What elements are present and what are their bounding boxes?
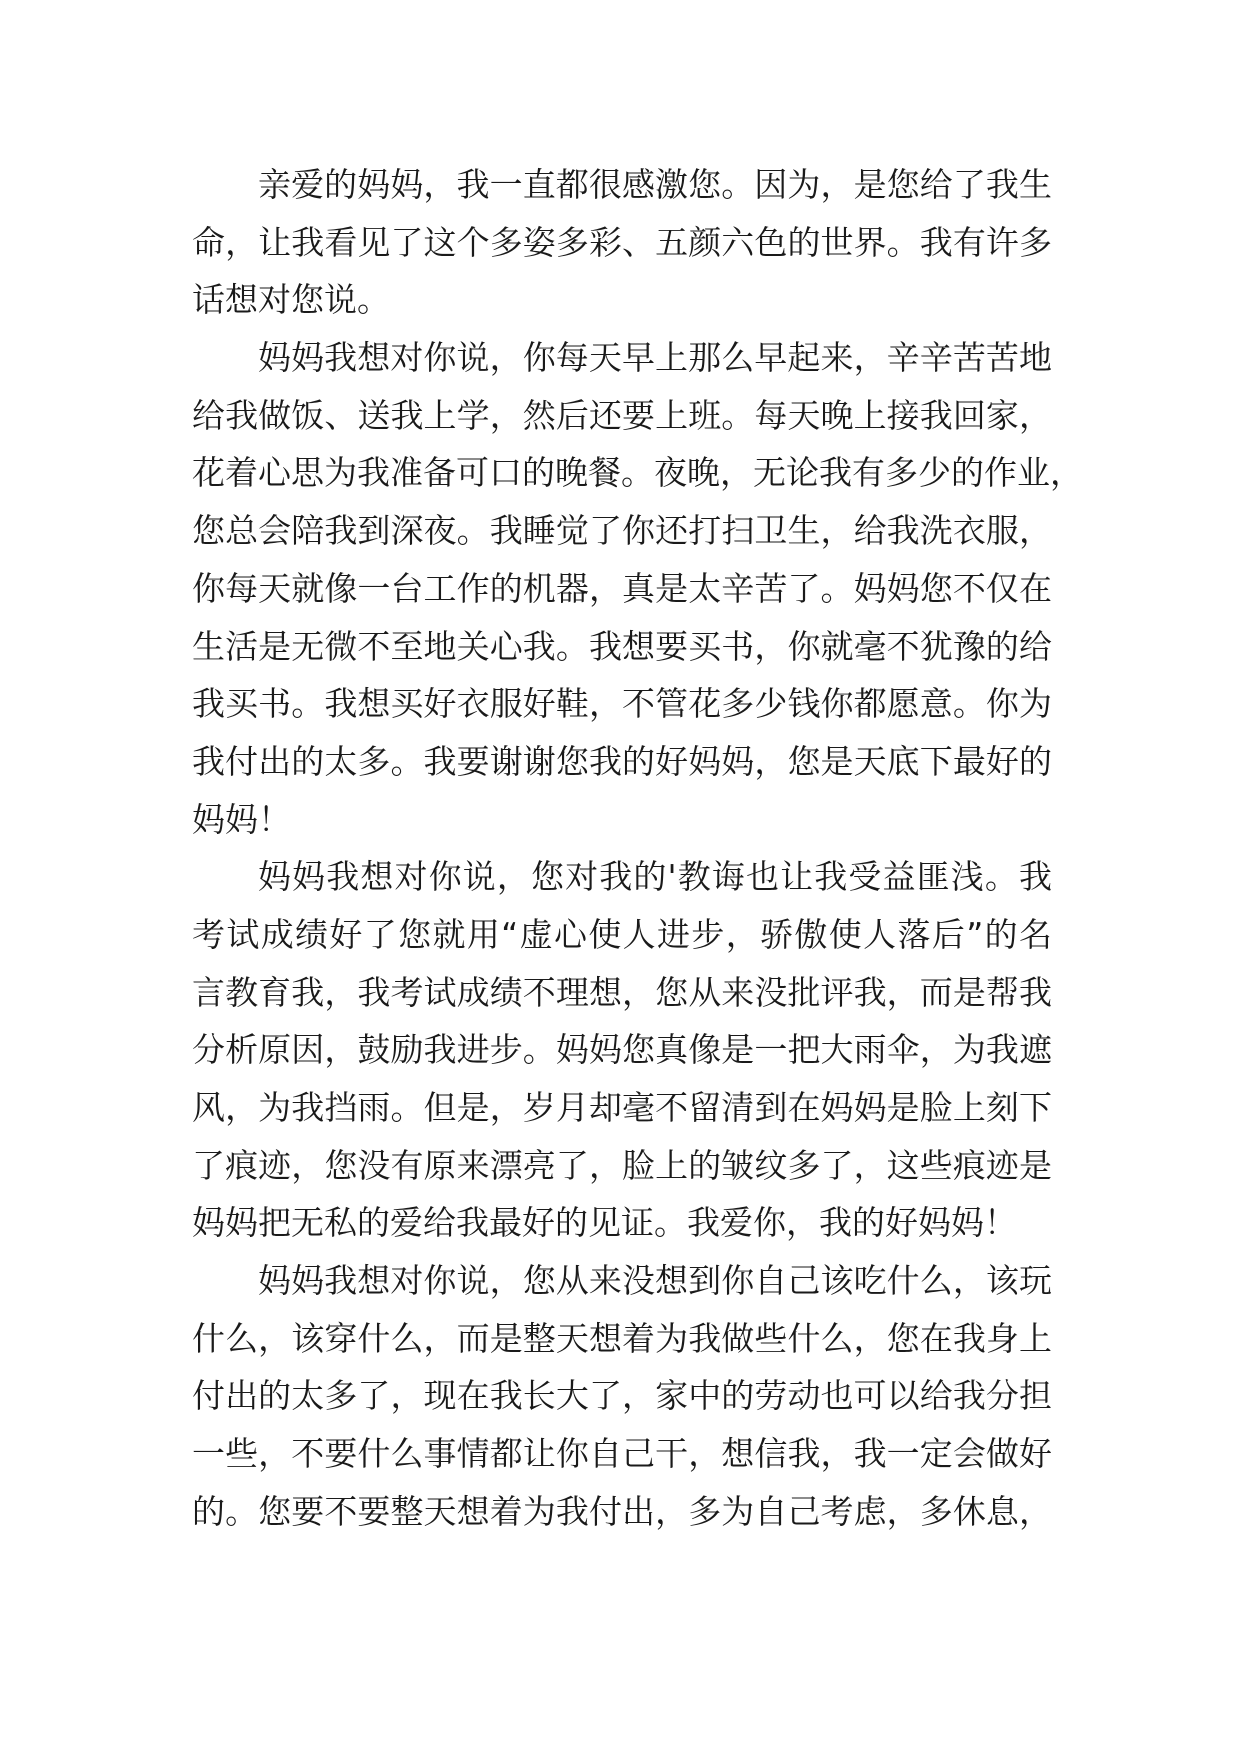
text-line: 分析原因，鼓励我进步。妈妈您真像是一把大雨伞，为我遮 bbox=[192, 1030, 1052, 1070]
text-line: 了痕迹，您没有原来漂亮了，脸上的皱纹多了，这些痕迹是 bbox=[192, 1145, 1052, 1185]
text-line: 您总会陪我到深夜。我睡觉了你还打扫卫生，给我洗衣服， bbox=[192, 511, 1052, 551]
text-line: 花着心思为我准备可口的晚餐。夜晚，无论我有多少的作业， bbox=[192, 453, 1083, 493]
text-line: 言教育我，我考试成绩不理想，您从来没批评我，而是帮我 bbox=[192, 972, 1052, 1012]
text-line: 生活是无微不至地关心我。我想要买书，你就毫不犹豫的给 bbox=[192, 626, 1052, 666]
text-line: 风，为我挡雨。但是，岁月却毫不留清到在妈妈是脸上刻下 bbox=[192, 1088, 1052, 1127]
text-line: 什么，该穿什么，而是整天想着为我做些什么，您在我身上 bbox=[192, 1318, 1052, 1358]
paragraph-3 bbox=[192, 848, 1052, 1252]
text-line: 考试成绩好了您就用“虚心使人进步，骄傲使人落后”的名 bbox=[192, 914, 1052, 954]
text-line: 给我做饭、送我上学，然后还要上班。每天晚上接我回家， bbox=[192, 395, 1052, 435]
text-line: 妈妈我想对你说，您从来没想到你自己该吃什么，该玩 bbox=[258, 1261, 1052, 1301]
text-line: 妈妈！ bbox=[192, 799, 291, 839]
text-line: 亲爱的妈妈，我一直都很感激您。因为，是您给了我生 bbox=[258, 165, 1052, 204]
text-line: 话想对您说。 bbox=[192, 280, 390, 320]
text-line: 妈妈我想对你说，您对我的'教诲也让我受益匪浅。我 bbox=[258, 857, 1052, 897]
text-line: 付出的太多了，现在我长大了，家中的劳动也可以给我分担 bbox=[192, 1376, 1052, 1416]
text-line: 我付出的太多。我要谢谢您我的好妈妈，您是天底下最好的 bbox=[192, 741, 1052, 781]
document-body bbox=[192, 156, 1083, 1541]
text-line: 你每天就像一台工作的机器，真是太辛苦了。妈妈您不仅在 bbox=[192, 568, 1052, 608]
text-line: 一些，不要什么事情都让你自己干，想信我，我一定会做好 bbox=[192, 1434, 1052, 1474]
paragraph-1 bbox=[192, 156, 1052, 329]
text-line: 的。您要不要整天想着为我付出，多为自己考虑，多休息， bbox=[192, 1491, 1052, 1531]
text-line: 妈妈我想对你说，你每天早上那么早起来，辛辛苦苦地 bbox=[258, 338, 1052, 378]
text-line: 妈妈把无私的爱给我最好的见证。我爱你，我的好妈妈！ bbox=[192, 1203, 1017, 1243]
text-line: 我买书。我想买好衣服好鞋，不管花多少钱你都愿意。你为 bbox=[192, 684, 1052, 724]
text-line: 命，让我看见了这个多姿多彩、五颜六色的世界。我有许多 bbox=[192, 222, 1052, 262]
paragraph-4 bbox=[192, 1252, 1052, 1540]
paragraph-2 bbox=[192, 329, 1083, 848]
